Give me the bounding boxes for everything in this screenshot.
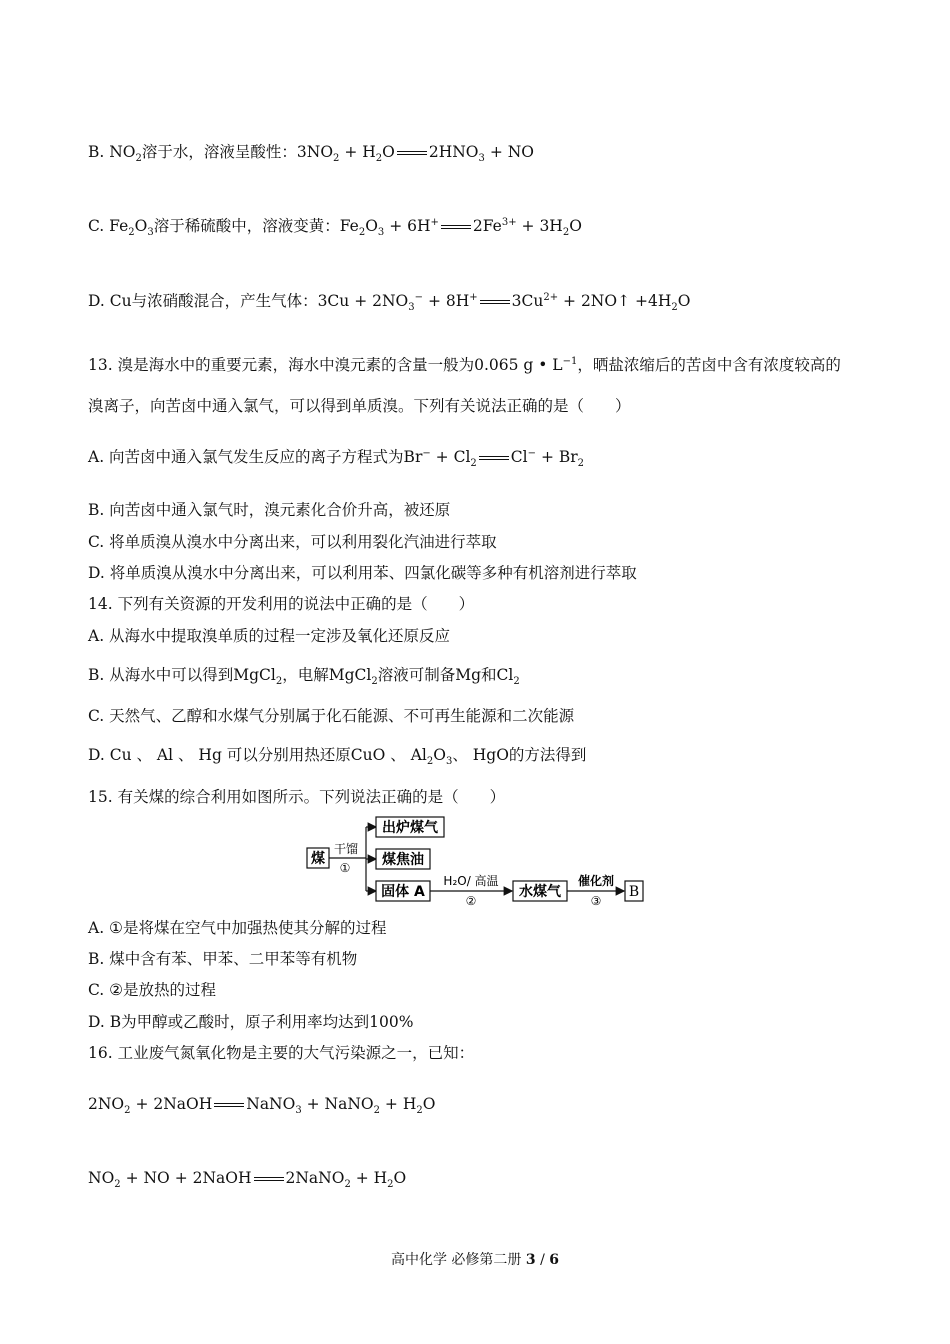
q16-equation-2: $NO_2$ + NO + 2NaOH 2NaNO$_2$ + $H_2O$ [88, 1169, 407, 1191]
step3-label: ③ [590, 894, 602, 907]
footer-text: 高中化学 必修第二册 [390, 1252, 526, 1268]
equals-sign [397, 151, 427, 155]
equals-sign [441, 225, 471, 229]
q15-option-b: B. 煤中含有苯、甲苯、二甲苯等有机物 [88, 950, 358, 968]
q13-option-d: D. 将单质溴从溴水中分离出来，可以利用苯、四氯化碳等多种有机溶剂进行萃取 [88, 564, 637, 582]
q12-option-b: B. $NO_2$溶于水，溶液呈酸性：$3NO_2 + H_2O$ $2HNO_3$ + NO [88, 143, 535, 165]
q13-stem-line1: 13. 溴是海水中的重要元素，海水中溴元素的含量一般为0.065 g • $L^{-1}$，晒盐浓缩后的苦卤中含有浓度较高的 [88, 355, 841, 374]
step1-label: ① [339, 861, 351, 875]
q14-option-b: B. 从海水中可以得到MgCl$_2$，电解MgCl$_2$溶液可制备Mg和$Cl_2$ [88, 666, 520, 688]
coal-label: 煤 [311, 851, 325, 867]
q13-option-b: B. 向苦卤中通入氯气时，溴元素化合价升高，被还原 [88, 501, 451, 519]
q12-option-c: C. $Fe_2O_3$溶于稀硫酸中，溶液变黄：$Fe_2O_3 + 6H^+$ $2Fe^{3+} + 3H_2O$ [88, 216, 582, 239]
cond3-label: 催化剂 [577, 874, 615, 888]
q12-option-d: D. Cu与浓硝酸混合，产生气体：$3Cu + 2NO_3^- + 8H^+$ $3Cu^{2+}$ + 2NO↑ $+4H_2O$ [88, 291, 691, 314]
footer-page-number: 3 [525, 1252, 536, 1268]
q15-stem: 15. 有关煤的综合利用如图所示。下列说法正确的是（ ） [88, 788, 506, 806]
dry-distill-label: 干馏 [333, 842, 359, 856]
product2-label: 煤焦油 [382, 852, 424, 868]
final-label: B [628, 884, 640, 900]
q14-option-d: D. Cu 、 Al 、 Hg 可以分别用热还原CuO 、 $Al_2O_3$、 HgO的方法得到 [88, 746, 587, 768]
q14-option-a: A. 从海水中提取溴单质的过程一定涉及氧化还原反应 [88, 627, 451, 645]
product3-label: 固体 A [381, 884, 425, 900]
step2-label: ② [465, 894, 477, 907]
q15-option-a: A. ①是将煤在空气中加强热使其分解的过程 [88, 919, 387, 937]
q16-stem: 16. 工业废气氮氧化物是主要的大气污染源之一，已知： [88, 1044, 475, 1062]
footer-separator: / [535, 1252, 550, 1268]
equals-sign [214, 1103, 244, 1107]
q14-option-c: C. 天然气、乙醇和水煤气分别属于化石能源、不可再生能源和二次能源 [88, 707, 575, 725]
q15-option-c: C. ②是放热的过程 [88, 981, 217, 999]
equals-sign [254, 1177, 284, 1181]
footer-page-total: 6 [549, 1252, 560, 1268]
cond2-label: H₂O/ 高温 [443, 874, 499, 888]
q14-stem: 14. 下列有关资源的开发利用的说法中正确的是（ ） [88, 595, 475, 613]
q13-stem-line2: 溴离子，向苦卤中通入氯气，可以得到单质溴。下列有关说法正确的是（ ） [88, 397, 631, 415]
q13-option-c: C. 将单质溴从溴水中分离出来，可以利用裂化汽油进行萃取 [88, 533, 497, 551]
q16-equation-1: $2NO_2$ + 2NaOH NaNO$_3$ + NaNO$_2$ + $H_2O$ [88, 1095, 436, 1117]
equals-sign [480, 300, 510, 304]
product1-label: 出炉煤气 [382, 820, 438, 836]
page-footer [0, 1249, 950, 1269]
q15-option-d: D. B为甲醇或乙酸时，原子利用率均达到100% [88, 1013, 414, 1031]
water-gas-label: 水煤气 [519, 884, 561, 900]
equals-sign [479, 456, 509, 460]
q13-option-a: A. 向苦卤中通入氯气发生反应的离子方程式为$Br^- + Cl_2$ $Cl^- + Br_2$ [88, 447, 585, 470]
coal-utilization-diagram [306, 815, 646, 907]
